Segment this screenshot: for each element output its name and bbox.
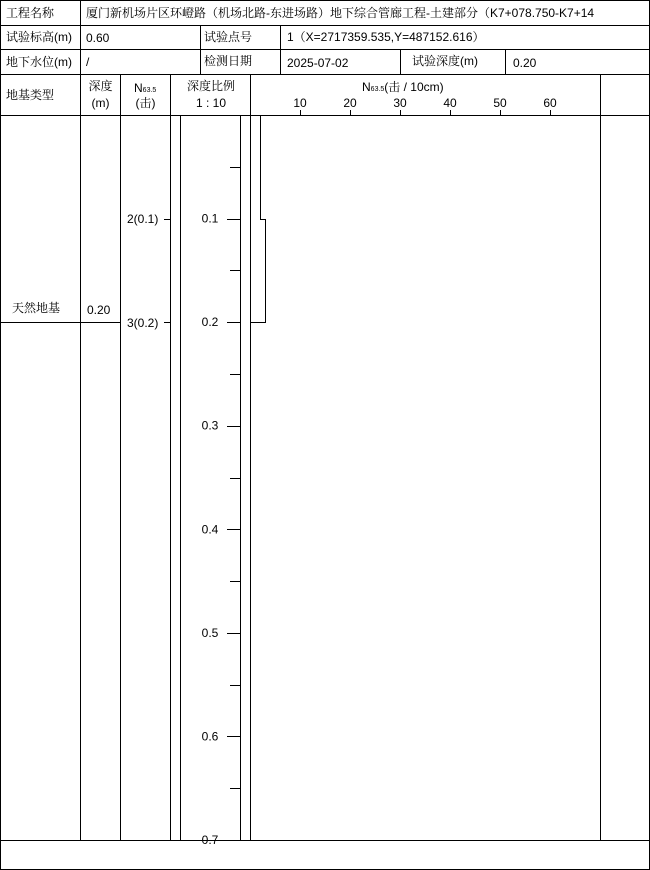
- blow-count-line: [251, 116, 266, 323]
- layer-name: 天然地基: [12, 301, 61, 315]
- depth-tick-label: 0.4: [201, 522, 219, 537]
- x-tick-label: 10: [293, 96, 307, 110]
- n-symbol: N: [134, 81, 143, 95]
- plot-n-subscript: 63.5: [370, 86, 385, 93]
- plot-unit: (击 / 10cm): [384, 80, 444, 94]
- depth-value: 0.20: [513, 56, 537, 70]
- project-value: 厦门新机场片区环嶝路（机场北路-东进场路）地下综合管廊工程-土建部分（K7+078.750-K7+14: [86, 6, 595, 20]
- depth-tick-label: 0.5: [201, 625, 219, 640]
- depth-tick-label: 0.6: [201, 729, 219, 744]
- date-value: 2025-07-02: [287, 56, 349, 70]
- depth-tick-label: 0.1: [201, 211, 219, 226]
- depth-label: 试验深度(m): [412, 54, 478, 68]
- x-tick-label: 40: [443, 96, 457, 110]
- point-label: 试验点号: [204, 30, 253, 44]
- depth-tick-label: 0.7: [201, 833, 219, 847]
- depth-unit: (m): [91, 96, 110, 110]
- n-subscript: 63.5: [142, 87, 157, 94]
- layer-bottom-depth: 0.20: [87, 303, 111, 317]
- groundwater-value: /: [86, 55, 90, 69]
- plot-n-symbol: N: [362, 80, 371, 94]
- x-tick-label: 50: [493, 96, 507, 110]
- scale-value: 1 : 10: [195, 96, 227, 110]
- n-unit: (击): [135, 96, 156, 110]
- x-tick-label: 20: [343, 96, 357, 110]
- groundwater-label: 地下水位(m): [6, 55, 72, 69]
- blow-label: 3(0.2): [127, 316, 159, 330]
- elevation-value: 0.60: [86, 31, 110, 45]
- plot-header: [362, 80, 444, 97]
- point-value: 1（X=2717359.535,Y=487152.616）: [287, 30, 485, 44]
- elevation-label: 试验标高(m): [6, 30, 72, 44]
- depth-tick-label: 0.3: [201, 418, 219, 433]
- x-tick-label: 60: [543, 96, 557, 110]
- depth-tick-label: 0.2: [201, 315, 219, 330]
- blow-label: 2(0.1): [127, 212, 159, 226]
- depth-header: 深度: [88, 79, 113, 93]
- date-label: 检测日期: [204, 54, 253, 68]
- soil-type-header: 地基类型: [6, 88, 55, 102]
- x-tick-label: 30: [393, 96, 407, 110]
- scale-header: 深度比例: [186, 79, 235, 93]
- project-label: 工程名称: [6, 6, 55, 20]
